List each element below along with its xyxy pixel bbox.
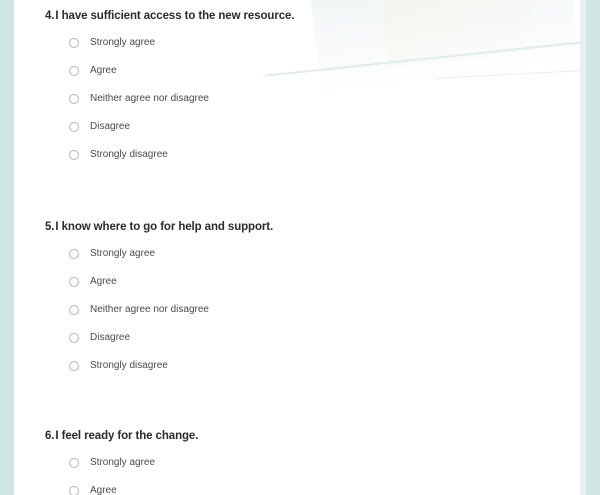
radio-icon[interactable]: [69, 122, 79, 132]
option-group: [14, 34, 580, 164]
question-number: 6.: [45, 430, 55, 442]
option-group: [14, 454, 580, 495]
option-label: Neither agree nor disagree: [90, 93, 209, 104]
radio-icon[interactable]: [69, 94, 79, 104]
option-row[interactable]: [14, 454, 580, 472]
radio-icon[interactable]: [69, 361, 79, 371]
question-block: [14, 429, 580, 495]
option-label: Agree: [90, 485, 117, 495]
option-row[interactable]: [14, 357, 580, 375]
radio-icon[interactable]: [69, 150, 79, 160]
option-label: Neither agree nor disagree: [90, 304, 209, 315]
option-row[interactable]: [14, 273, 580, 291]
option-row[interactable]: [14, 482, 580, 495]
page-background-right-edge: [586, 0, 600, 495]
question-number: 4.: [45, 10, 55, 22]
option-row[interactable]: [14, 90, 580, 108]
option-label: Agree: [90, 276, 117, 287]
radio-icon[interactable]: [69, 486, 79, 495]
option-row[interactable]: [14, 34, 580, 52]
radio-icon[interactable]: [69, 277, 79, 287]
option-label: Strongly agree: [90, 248, 156, 259]
radio-icon[interactable]: [69, 38, 79, 48]
option-row[interactable]: [14, 118, 580, 136]
question-number: 5.: [45, 221, 55, 233]
option-group: [14, 245, 580, 375]
option-label: Strongly disagree: [90, 149, 168, 160]
question-spacer: [14, 174, 580, 220]
radio-icon[interactable]: [69, 458, 79, 468]
question-text: I feel ready for the change.: [55, 430, 199, 442]
question-block: [14, 9, 580, 164]
option-row[interactable]: [14, 329, 580, 347]
radio-icon[interactable]: [69, 66, 79, 76]
page-background-left-edge: [0, 0, 14, 495]
radio-icon[interactable]: [69, 333, 79, 343]
question-list: [14, 9, 580, 495]
question-header: [14, 429, 580, 443]
option-row[interactable]: [14, 62, 580, 80]
survey-card: [14, 0, 580, 495]
radio-icon[interactable]: [69, 249, 79, 259]
question-header: [14, 220, 580, 234]
option-label: Strongly agree: [90, 457, 156, 468]
question-header: [14, 9, 580, 23]
radio-icon[interactable]: [69, 305, 79, 315]
option-row[interactable]: [14, 245, 580, 263]
question-block: [14, 220, 580, 375]
option-label: Strongly agree: [90, 37, 156, 48]
option-label: Agree: [90, 65, 117, 76]
option-label: Disagree: [90, 121, 131, 132]
option-label: Disagree: [90, 332, 131, 343]
option-row[interactable]: [14, 146, 580, 164]
question-spacer: [14, 385, 580, 429]
question-text: I have sufficient access to the new resource.: [55, 10, 295, 22]
option-row[interactable]: [14, 301, 580, 319]
question-text: I know where to go for help and support.: [55, 221, 274, 233]
option-label: Strongly disagree: [90, 360, 168, 371]
